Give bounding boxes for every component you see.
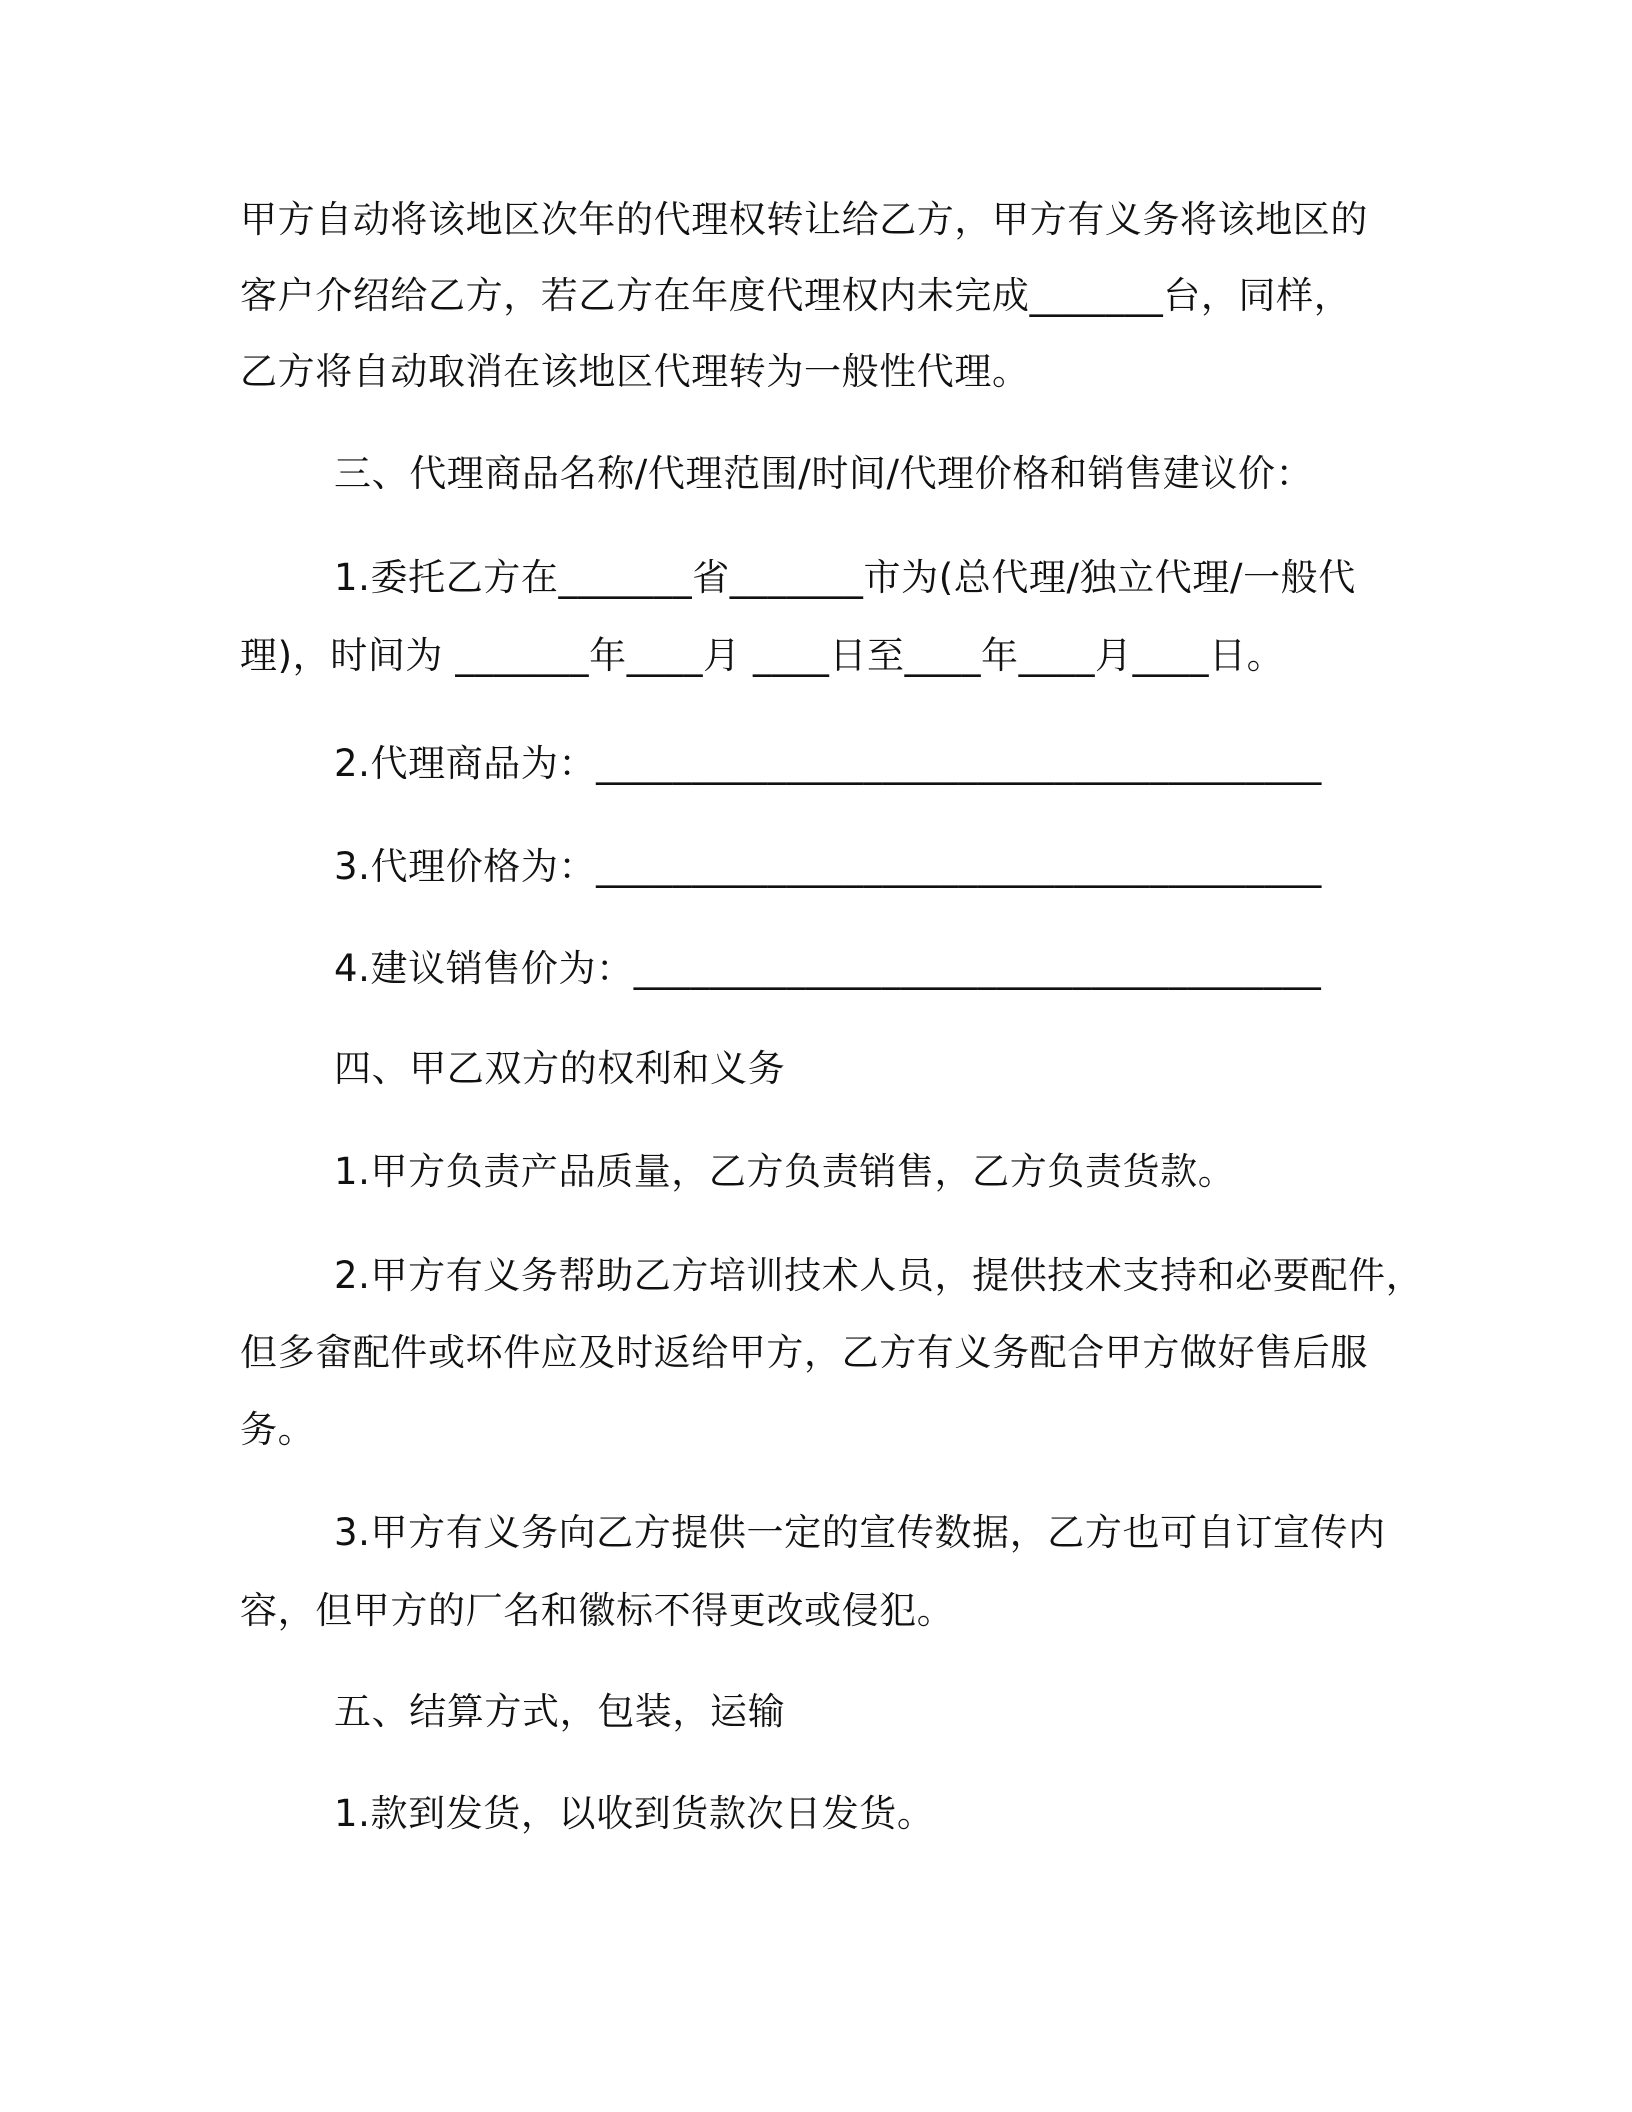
paragraph-line: 1.款到发货，以收到货款次日发货。 bbox=[334, 1792, 935, 1835]
paragraph-line: 客户介绍给乙方，若乙方在年度代理权内未完成_______台，同样， bbox=[240, 274, 1352, 317]
paragraph-line: 务。 bbox=[240, 1408, 316, 1451]
paragraph-line: 乙方将自动取消在该地区代理转为一般性代理。 bbox=[240, 350, 1030, 393]
paragraph-line: 3.甲方有义务向乙方提供一定的宣传数据，乙方也可自订宣传内 bbox=[334, 1511, 1386, 1554]
section-heading: 四、甲乙双方的权利和义务 bbox=[334, 1047, 786, 1090]
paragraph-line: 2.甲方有义务帮助乙方培训技术人员，提供技术支持和必要配件， bbox=[334, 1254, 1424, 1297]
paragraph-line: 1.委托乙方在_______省_______市为(总代理/独立代理/一般代 bbox=[334, 556, 1356, 599]
form-field-line: 4.建议销售价为：____________________________________ bbox=[334, 947, 1322, 990]
paragraph-line: 容，但甲方的厂名和徽标不得更改或侵犯。 bbox=[240, 1589, 955, 1632]
paragraph-line: 理)，时间为 _______年____月 ____日至____年____月____日。 bbox=[240, 634, 1285, 677]
paragraph-line: 但多畲配件或坏件应及时返给甲方，乙方有义务配合甲方做好售后服 bbox=[240, 1331, 1368, 1374]
paragraph-line: 甲方自动将该地区次年的代理权转让给乙方，甲方有义务将该地区的 bbox=[240, 198, 1368, 241]
section-heading: 三、代理商品名称/代理范围/时间/代理价格和销售建议价： bbox=[334, 452, 1314, 495]
form-field-line: 2.代理商品为：______________________________________ bbox=[334, 742, 1322, 785]
form-field-line: 3.代理价格为：______________________________________ bbox=[334, 845, 1322, 888]
paragraph-line: 1.甲方负责产品质量，乙方负责销售，乙方负责货款。 bbox=[334, 1150, 1236, 1193]
section-heading: 五、结算方式，包装，运输 bbox=[334, 1690, 786, 1733]
